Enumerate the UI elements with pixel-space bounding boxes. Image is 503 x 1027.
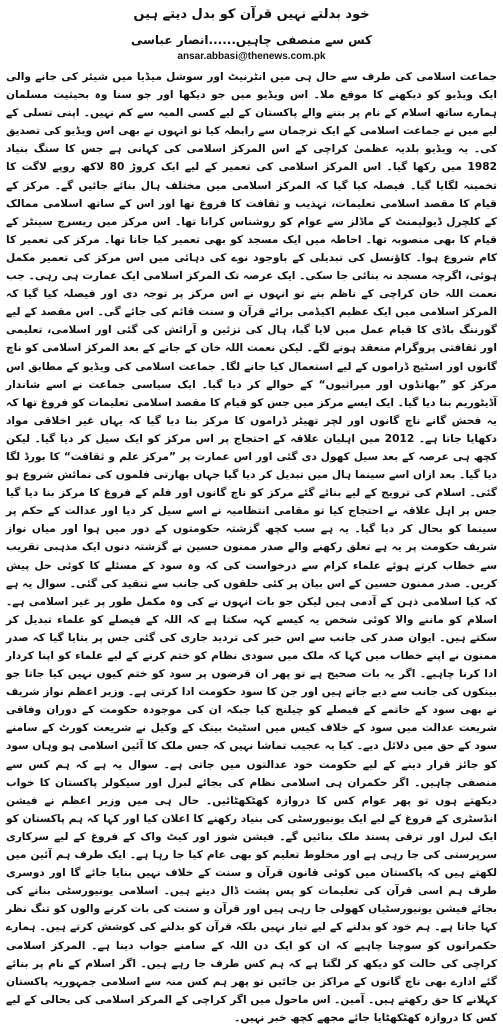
byline-kicker: کس سے منصفی چاہیں <box>235 33 373 47</box>
article-paragraph: جماعت اسلامی کی طرف سے حال ہی میں انٹرنیٹ اور سوشل میڈیا میں شیئر کی جانے والی ایک ویڈیو کو دیکھنے کا موقع ملا۔ اس ویڈیو میں جو دیکھا اور جو سنا وہ بحیثیت مسلمان ہمارے ساتھ اسلام کے نام پر بننے والے پاکستان کے لیے کسی المیہ سے کم نہیں۔ اپنی تسلی کے لیے میں نے جماعت اسلامی کے ایک ترجمان سے رابطہ کیا تو انہوں نے بھی اس ویڈیو کی تصدیق کی۔ یہ ویڈیو بلدیہ عظمیٰ کراچی کے اس المرکز اسلامی کی کہانی ہے جس کا سنگ بنیاد 1982 میں رکھا گیا۔ اس المرکز اسلامی کی تعمیر کے لیے ایک کروڑ 80 لاکھ روپے لاگت کا تخمینہ لگایا گیا۔ فیصلہ کیا گیا کہ المرکز اسلامی میں مختلف ہال بنائے جائیں گے۔ مرکز کے قیام کا مقصد اسلامی تعلیمات، تہذیب و ثقافت کا فروغ تھا اور اس کے ساتھ اسلامی ممالک کے کلچرل ڈیولپمنٹ کے ماڈلز سے عوام کو روشناس کرانا تھا۔ اس مرکز میں ریسرچ سینٹر کے قیام کا بھی منصوبہ تھا۔ احاطہ میں ایک مسجد کو بھی تعمیر کیا جانا تھا۔ مرکز کی تعمیر کا کام شروع ہوا۔ کاؤنسل کی تبدیلی کے باوجود نوے کی دہائی میں اس مرکز کی تعمیر مکمل ہوئی، اگرچہ مسجد نہ بنائی جا سکی۔ ایک عرصہ تک المرکز اسلامی ایک عمارت ہی رہی۔ جب نعمت اللہ خان کراچی کے ناظم بنے تو انہوں نے اس مرکز پر توجہ دی اور فیصلہ کیا گیا کہ المرکز اسلامی میں ایک عظیم اکیڈمی برائے قرآن و سنت قائم کی جائے گی۔ اس مقصد کے لیے گورننگ باڈی کا قیام عمل میں لایا گیا، ہال کی تزئین و آرائش کی گئی اور اسلامی، تعلیمی اور ثقافتی پروگرام منعقد ہونے لگے۔ لیکن نعمت اللہ خان کے جانے کے بعد المرکز اسلامی کو ناچ گانوں اور اسٹیج ڈراموں کے لیے استعمال کیا جانے لگا۔ جماعت اسلامی کی ویڈیو کے مطابق اس مرکز کو ”بھانڈوں اور میراثیوں“ کے حوالے کر دیا گیا۔ ایک سیاسی جماعت نے اسے شاندار آڈیٹوریم بنا دیا گیا۔ ایک ایسے مرکز میں جس کو قیام کا مقصد اسلامی تعلیمات کو فروغ تھا کہ یہ فحش گانے ناچ گانوں اور لچر تھیٹر ڈراموں کا مرکز بنا دیا گیا کہ یہاں غیر اخلاقی مواد دکھایا جاتا ہے۔ 2012 میں اہلیان علاقہ کے احتجاج پر اس مرکز کو ایک سیل کر دیا گیا۔ لیکن کچھ ہی عرصہ کے بعد سیل کھول دی گئی اور اس عمارت پر ”مرکز علم و ثقافت“ کا بورڈ لگا دیا گیا۔ بعد ازاں اسے سینما ہال میں تبدیل کر دیا گیا جہاں بھارتی فلموں کی نمائش شروع ہو گئی۔ اسلام کی ترویج کے لیے بنائے گئے مرکز کو ناچ گانوں اور فلم کے فروغ کا مرکز بنا دیا گیا جس پر اہل علاقہ نے احتجاج کیا تو مقامی انتظامیہ نے اسے سیل کر دیا اور عدالت کے حکم پر سینما کو بحال کر دیا گیا۔ یہ ہے سب کچھ گزشتہ حکومتوں کے دور میں ہوا اور میاں نواز شریف حکومت پر یہ ہے تعلق رکھنے والے صدر ممنون حسین نے گزشتہ دنوں ایک مذہبی تقریب سے خطاب کرتے ہوئے علماء کرام سے درخواست کی کہ وہ سود کے مسئلے کا کوئی حل پیش کریں۔ صدر ممنون حسین کے اس بیان پر کئی حلقوں کی جانب سے تنقید کی گئی۔ سوال یہ ہے کہ کیا اسلامی ذہن کے آدمی ہیں لیکن جو بات انہوں نے کی وہ مکمل طور پر غیر اسلامی ہے۔ اسلام کو ماننے والا کوئی شخص یہ کیسے کہہ سکتا ہے کہ اللہ کے فیصلے کو علماء تبدیل کر سکتے ہیں۔ ایوان صدر کی جانب سے اس خبر کی تردید جاری کی گئی جس پر بتایا گیا کہ صدر ممنون نے اپنے خطاب میں کہا کہ ملک میں سودی نظام کو ختم کرنے کے لیے علماء کو اپنا کردار ادا کرنا چاہیے۔ اگر یہ بات صحیح ہے تو پھر ان قرضوں پر سود کو ختم کیوں نہیں کیا جاتا جو بینکوں کی جانب سے دیے جاتے ہیں اور جن کا سود حکومت ادا کرتی ہے۔ وزیر اعظم نواز شریف نے بھی سود کے خاتمے کے فیصلے کو چیلنج کیا جبکہ ان کی موجودہ حکومت کے دوران وفاقی شریعت عدالت میں سود کے خلاف کیس میں اسٹیٹ بینک کے وکیل نے شریعت کورٹ کے سامنے سود کے حق میں دلائل دیے۔ کیا یہ عجیب تماشا نہیں کہ جس ملک کا آئین اسلامی ہو وہاں سود کو جائز قرار دینے کے لیے حکومت خود عدالتوں میں جاتی ہے۔ سوال یہ ہے کہ ہم کس سے منصفی چاہیں۔ اگر حکمران ہی اسلامی نظام کی بجائے لبرل اور سیکولر پاکستان کا خواب دیکھتے ہوں تو پھر عوام کس کا دروازہ کھٹکھٹائیں۔ حال ہی میں وزیر اعظم نے فیشن انڈسٹری کے فروغ کے لیے ایک یونیورسٹی کی بنیاد رکھنے کا اعلان کیا اور کہا کہ ہم پاکستان کو ایک لبرل اور ترقی پسند ملک بنائیں گے۔ فیشن شوز اور کیٹ واک کے فروغ کے لیے سرکاری سرپرستی کی جا رہی ہے اور مخلوط تعلیم کو بھی عام کیا جا رہا ہے۔ ایک طرف ہم آئین میں لکھتے ہیں کہ پاکستان میں کوئی قانون قرآن و سنت کے خلاف نہیں بنایا جائے گا اور دوسری طرف ہم اسی قرآن کی تعلیمات کو پس پشت ڈال دیتے ہیں۔ اسلامی یونیورسٹی بنانے کی بجائے فیشن یونیورسٹیاں کھولی جا رہی ہیں اور قرآن و سنت کی بات کرنے والوں کو تنگ نظر کہا جاتا ہے۔ ہم خود کو بدلنے کے لیے تیار نہیں بلکہ قرآن کو بدلنے کی کوشش کرتے ہیں۔ ہمارے حکمرانوں کو سوچنا چاہیے کہ ان کو ایک دن اللہ کے سامنے جواب دینا ہے۔ المرکز اسلامی کراچی کی حالت کو دیکھ کر لگتا ہے کہ ہم کس طرف جا رہے ہیں۔ اگر اسلام کے نام پر بنائے گئے ادارے بھی ناچ گانوں کے مراکز بن جائیں تو پھر ہم کس منہ سے اسلامی جمہوریہ پاکستان کہلانے کا حق رکھتے ہیں۔ آمین۔ اس ماحول میں اگر کراچی کے المرکز اسلامی کی بحالی کے لیے کس کا دروازہ کھٹکھٹایا جائے مجھے کچھ خبر نہیں۔ <box>6 71 497 1024</box>
article-body <box>6 68 497 1024</box>
byline <box>0 32 503 48</box>
byline-author: انصار عباسی <box>130 33 209 47</box>
byline-dots: ...... <box>208 33 236 47</box>
headline: خود بدلتے نہیں قرآن کو بدل دیتے ہیں <box>133 7 370 22</box>
author-email: ansar.abbasi@thenews.com.pk <box>177 51 326 62</box>
